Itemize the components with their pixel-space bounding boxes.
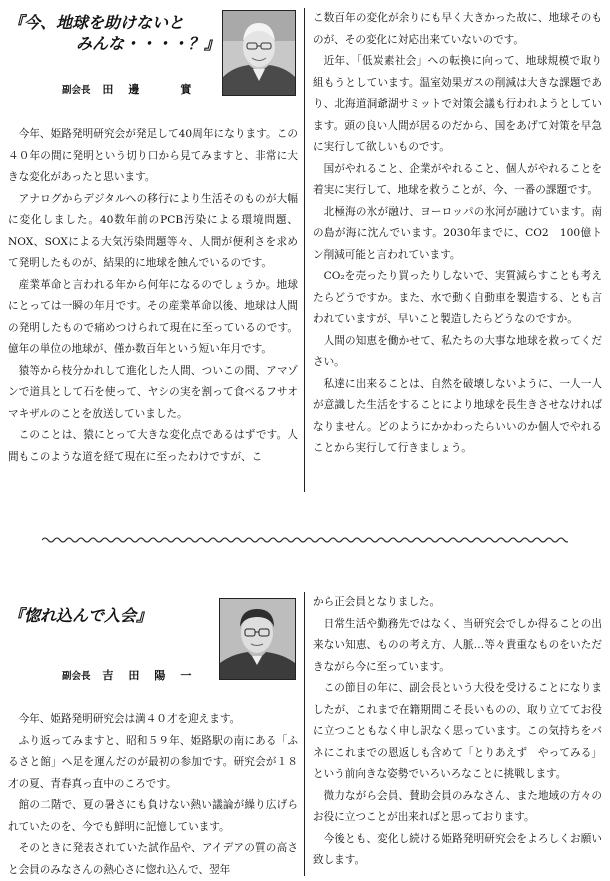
paragraph: 館の二階で、夏の暑さにも負けない熱い議論が繰り広げられていたのを、今でも鮮明に記憶しています。 [8,799,298,833]
article-1-left-column [8,124,298,468]
article-1-title-line2: みんな・・・・？』 [76,34,221,53]
paragraph: 産業革命と言われる年から何年になるのでしょうか。地球にとっては一瞬の年月です。その産業革命以後、地球は人間の発明したもので痛めつけられて現在に至っているのです。億年の単位の地球が、僅か数百年という短い年月です。 [8,278,298,355]
article-2-left-column [8,709,298,881]
paragraph: 日常生活や勤務先ではなく、当研究会でしか得ることの出来ない知恵、ものの考え方、人脈…等々貴重なものをいただきながら今に至っています。 [313,617,602,673]
author-name: 吉田陽一 [102,669,207,682]
article-1-author [62,81,206,97]
article-1-right-column [313,8,602,460]
paragraph: 北極海の氷が融け、ヨーロッパの氷河が融けています。南の島が海に沈んでいます。2030年までに、CO2 100億トン削減可能と言われています。 [313,205,602,261]
paragraph: 人間の知恵を働かせて、私たちの大事な地球を救ってください。 [313,334,602,368]
paragraph: 今後とも、変化し続ける姫路発明研究会をよろしくお願い致します。 [313,832,602,866]
paragraph: アナログからデジタルへの移行により生活そのものが大幅に変化しました。40数年前のPCB汚染による環境問題、NOX、SOXによる大気汚染問題等々、人間が便利さを求めて発明したものが、結果的に地球を蝕んでいるのです。 [8,192,298,269]
article-2-author [62,667,206,683]
paragraph: 国がやれること、企業がやれること、個人がやれることを着実に実行して、地球を救うことが、今、一番の課題です。 [313,162,602,196]
author-role: 副会長 [62,85,91,96]
paragraph: ふり返ってみますと、昭和５９年、姫路駅の南にある「ふるさと館」へ足を運んだのが最初の参加です。研究会が１８才の夏、青春真っ直中のころです。 [8,734,298,790]
paragraph: から正会員となりました。 [313,596,441,608]
paragraph: この節目の年に、副会長という大役を受けることになりましたが、これまで在籍期間こそ長いものの、取り立ててお役に立つこともなく申し訳なく思っています。この気持ちをバネにこれまでの恩返しも含めて「とりあえず やってみる」という前向きな姿勢でいろいろなことに挑戦します。 [313,682,602,780]
article-1-title-line1: 『今、地球を助けないと [8,13,185,32]
paragraph: CO₂を売ったり買ったりしないで、実質減らすことも考えたらどうですか。また、水で動く自動車を製造する、とも言われていますが、早いこと製造したらどうなのですか。 [313,270,602,325]
paragraph: 近年、「低炭素社会」への転換に向って、地球規模で取り組もうとしています。温室効果ガスの削減は大きな課題であり、北海道洞爺湖サミットで対策会議も行われようとしています。頭の良い人間が居るのだから、国をあげて対策を早急に実行して欲しいものです。 [313,55,602,153]
author-photo-yoshida [219,598,296,680]
paragraph: このことは、猿にとって大きな変化点であるはずです。人間もこのような道を経て現在に至ったわけですが、こ [8,429,298,463]
article-1-title [8,12,220,54]
paragraph: 猿等から枝分かれして進化した人間、ついこの間、アマゾンで道具として石を使って、ヤシの実を割って食べるフサオマキザルのことを放送していました。 [8,364,298,420]
article-2-title: 『惚れ込んで入会』 [8,606,153,625]
column-divider [304,8,305,492]
column-divider [304,592,305,876]
wavy-separator [42,535,568,545]
paragraph: こ数百年の変化が余りにも早く大きかった故に、地球そのものが、その変化に対応出来ていないのです。 [313,12,602,46]
paragraph: 今年、姫路発明研究会は満４０才を迎えます。 [18,713,241,725]
article-2-right-column [313,592,602,872]
paragraph: 微力ながら会員、賛助会員のみなさん、また地域の方々のお役に立つことが出来ればと思っております。 [313,789,602,823]
author-role: 副会長 [62,671,91,682]
author-photo-tanabe [222,10,296,96]
paragraph: 今年、姫路発明研究会が発足して40周年になります。この４０年の間に発明という切り口から見てみますと、非常に大きな変化があったと思います。 [8,128,298,183]
paragraph: 私達に出来ることは、自然を破壊しないように、一人一人が意識した生活をすることにより地球を長生きさせなければなりません。どのようにかかわったらいいのか個人でやれることから実行して行きましょう。 [313,377,602,454]
author-name: 田邊 實 [102,83,207,96]
paragraph: そのときに発表されていた試作品や、アイデアの質の高さと会員のみなさんの熱心さに惚れ込んで、翌年 [8,842,298,876]
